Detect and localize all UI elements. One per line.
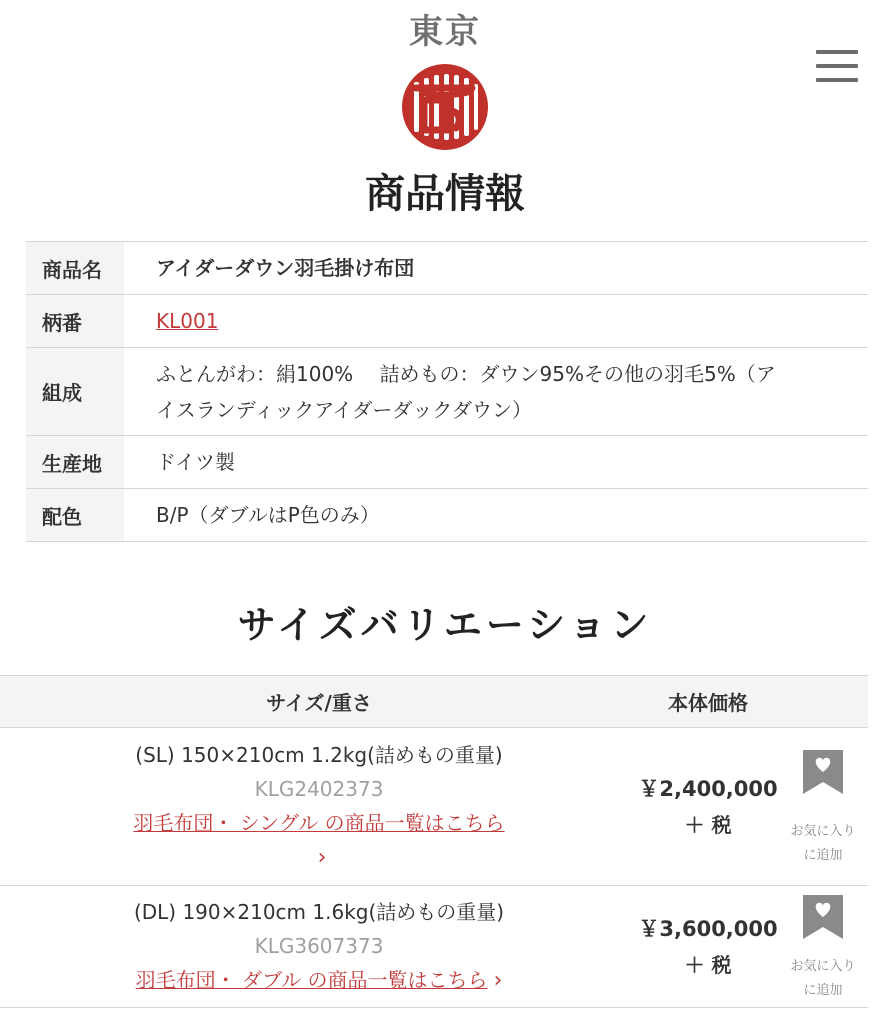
favorite-label (778, 955, 868, 1003)
size-cell (0, 886, 638, 1008)
chevron-right-icon[interactable]: › (317, 845, 327, 870)
column-header-size: サイズ/重さ (0, 676, 638, 728)
tax-label: ＋ 税 (684, 952, 732, 977)
add-favorite-button[interactable] (778, 891, 868, 1003)
table-row (0, 728, 868, 886)
hamburger-icon (816, 50, 858, 54)
menu-button[interactable] (816, 50, 858, 84)
pattern-number-link[interactable]: KL001 (156, 309, 219, 333)
size-table-header (0, 676, 868, 728)
bookmark-heart-icon (803, 895, 843, 939)
bookmark-heart-icon (803, 750, 843, 794)
favorite-label (778, 820, 868, 868)
price-cell (638, 728, 778, 886)
site-header (0, 0, 890, 160)
column-header-favorite (778, 676, 868, 728)
price-cell (638, 886, 778, 1008)
column-header-price: 本体価格 (638, 676, 778, 728)
chevron-right-icon[interactable]: › (493, 968, 503, 993)
favorite-label-line-2: に追加 (803, 982, 843, 998)
info-label: 生産地 (26, 436, 124, 489)
size-cell (0, 728, 638, 886)
favorite-label-line-1: お気に入り (790, 823, 856, 839)
info-row-color (26, 489, 868, 542)
info-label: 柄番 (26, 295, 124, 348)
product-code: KLG2402373 (254, 777, 384, 801)
info-row-origin (26, 436, 868, 489)
info-row-pattern (26, 295, 868, 348)
logo-seal-icon[interactable] (400, 62, 490, 152)
color-value: B/P（ダブルはP色のみ） (124, 489, 868, 542)
product-info-title: 商品情報 (365, 170, 525, 217)
single-list-link[interactable] (0, 806, 638, 840)
hamburger-icon-line (816, 64, 858, 68)
product-code: KLG3607373 (254, 934, 384, 958)
composition-line-2: イスランディックアイダーダックダウン） (156, 397, 532, 422)
double-list-link[interactable] (0, 963, 638, 998)
info-label: 商品名 (26, 242, 124, 295)
tax-label: ＋ 税 (684, 812, 732, 837)
origin-value: ドイツ製 (124, 436, 868, 489)
size-variation-title: サイズバリエーション (237, 602, 653, 647)
single-list-chevron-row[interactable] (0, 840, 638, 875)
favorite-label-line-2: に追加 (803, 847, 843, 863)
info-row-composition (26, 348, 868, 436)
info-label: 組成 (26, 348, 124, 436)
price-value: ￥2,400,000 (638, 776, 778, 801)
add-favorite-button[interactable] (778, 746, 868, 868)
price-value: ￥3,600,000 (638, 916, 778, 941)
logo-text[interactable]: 東京 (409, 12, 481, 52)
hamburger-icon-line (816, 78, 858, 82)
product-name: アイダーダウン羽毛掛け布団 (124, 242, 868, 295)
product-info-table (26, 241, 868, 542)
size-variation-table (0, 675, 868, 1008)
favorite-cell (778, 886, 868, 1008)
size-weight: (DL) 190×210cm 1.6kg(詰めもの重量) (133, 900, 505, 924)
info-label: 配色 (26, 489, 124, 542)
double-list-link-text[interactable]: 羽毛布団・ ダブル の商品一覧はこちら (135, 968, 488, 992)
size-weight: (SL) 150×210cm 1.2kg(詰めもの重量) (135, 743, 503, 767)
favorite-cell (778, 728, 868, 886)
favorite-label-line-1: お気に入り (790, 958, 856, 974)
table-row (0, 886, 868, 1008)
info-row-name (26, 242, 868, 295)
single-list-link-text[interactable]: 羽毛布団・ シングル の商品一覧はこちら (133, 811, 505, 835)
composition-line-1: ふとんがわ：絹100% 詰めもの：ダウン95%その他の羽毛5%（ア (156, 361, 776, 386)
